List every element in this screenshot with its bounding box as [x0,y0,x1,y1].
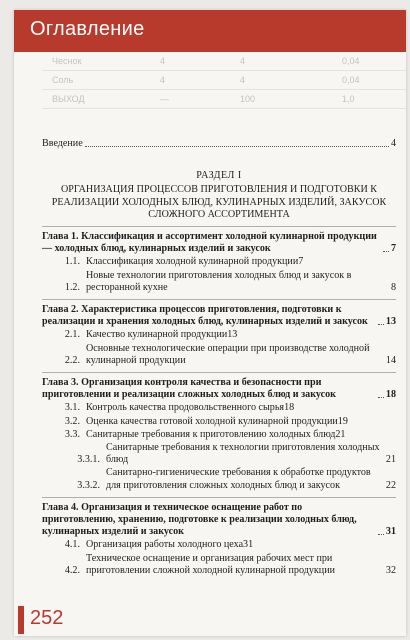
chapter-title: Глава 1. Классификация и ассортимент холодной кулинарной продукции — холодных блюд, кулинарных изделий и закусок [42,231,377,255]
chapter-title: Глава 3. Организация контроля качества и безопасности при приготовлении и реализации сложных холодных блюд и закусок [42,377,336,401]
item-number: 3.3. [64,428,80,440]
toc-page-number: 4 [390,138,396,149]
ghost-row: Чеснок 4 4 0,04 [42,52,406,71]
item-number: 4.2. [64,564,80,576]
item-title: Основные технологические операции при производстве холодной кулинарной продукции [86,342,370,366]
toc-page-number: 7 [390,243,396,255]
toc-chapter-3[interactable] [42,377,396,401]
leader-dots [378,534,384,535]
header-bar [14,10,406,52]
toc-page-number: 31 [243,539,254,551]
item-number: 3.2. [64,415,80,427]
divider [42,299,396,300]
toc-item-1-2[interactable] [42,270,396,294]
divider [42,226,396,227]
ghost-row: ВЫХОД — 100 1,0 [42,90,406,109]
toc-page-number: 18 [385,389,396,401]
toc-page-number: 32 [385,564,396,576]
toc-item-2-2[interactable] [42,343,396,367]
page-title: Оглавление [30,18,145,40]
item-title: Организация работы холодного цеха [86,539,244,551]
leader-dots [85,146,389,147]
chapter-title: Глава 4. Организация и техническое оснащение работ по приготовлению, хранению, подготовке к реализации холодных блюд, кулинарных изделий и закусок [42,501,357,538]
divider [42,497,396,498]
item-number: 2.1. [64,329,80,341]
item-number: 4.1. [64,539,80,551]
toc-page-number: 13 [385,316,396,328]
toc-page-number: 8 [390,281,396,293]
item-number: 1.2. [64,281,80,293]
toc-page-number: 22 [385,479,396,491]
divider [42,372,396,373]
toc-page-number: 13 [227,329,238,341]
bleed-through-table [42,52,406,132]
toc-intro-label: Введение [42,138,83,149]
item-title: Качество кулинарной продукции [86,329,228,341]
item-title: Классификация холодной кулинарной продукции [86,256,299,268]
item-title: Техническое оснащение и организация рабочих мест при приготовлении сложной холодной кулинарной продукции [86,552,335,576]
toc-page-number: 7 [298,256,304,268]
toc-page-number: 14 [385,354,396,366]
toc-item-2-1[interactable] [42,329,396,341]
toc-item-4-2[interactable] [42,553,396,577]
toc-chapter-4[interactable] [42,502,396,539]
toc-chapter-2[interactable] [42,304,396,328]
section-label: РАЗДЕЛ I [196,170,242,182]
page-number: 252 [30,607,64,629]
toc-chapter-1[interactable] [42,231,396,255]
item-title: Санитарные требования к технологии приготовления холодных блюд [106,442,380,466]
item-number: 3.1. [64,402,80,414]
toc-item-3-3[interactable] [42,429,396,441]
toc-item-3-3-2[interactable] [42,467,396,491]
book-page [14,10,406,636]
item-title: Новые технологии приготовления холодных блюд и закусок в ресторанной кухне [86,269,352,293]
toc-item-3-3-1[interactable] [42,442,396,466]
toc-intro[interactable] [42,138,396,150]
ghost-row: Соль 4 4 0,04 [42,71,406,90]
item-title: Контроль качества продовольственного сырья [86,402,285,414]
toc-page-number: 21 [335,428,346,440]
toc-page-number: 18 [284,402,295,414]
leader-dots [378,397,384,398]
leader-dots [378,324,384,325]
toc-item-3-1[interactable] [42,402,396,414]
toc-item-3-2[interactable] [42,416,396,428]
chapter-title: Глава 2. Характеристика процессов приготовления, подготовки к реализации и хранения холодных блюд, кулинарных изделий и закусок [42,304,368,328]
toc-page-number: 31 [385,526,396,538]
toc-item-4-1[interactable] [42,539,396,551]
item-title: Санитарные требования к приготовлению холодных блюд [86,428,336,440]
item-number: 1.1. [64,256,80,268]
item-number: 3.3.2. [77,479,100,491]
item-number: 3.3.1. [77,454,100,466]
table-of-contents [42,132,396,577]
item-number: 2.2. [64,354,80,366]
toc-item-1-1[interactable] [42,256,396,268]
item-title: Оценка качества готовой холодной кулинарной продукции [86,415,338,427]
page-number-accent-bar [18,606,24,634]
section-title: ОРГАНИЗАЦИЯ ПРОЦЕССОВ ПРИГОТОВЛЕНИЯ И ПОДГОТОВКИ К РЕАЛИЗАЦИИ ХОЛОДНЫХ БЛЮД, КУЛИНАРНЫХ ИЗДЕЛИЙ, ЗАКУСОК СЛОЖНОГО АССОРТИМЕНТА [51,184,387,220]
leader-dots [383,251,389,252]
item-title: Санитарно-гигиенические требования к обработке продуктов для приготовления сложных холодных блюд и закусок [106,467,371,491]
toc-page-number: 21 [385,454,396,466]
toc-page-number: 19 [337,415,348,427]
